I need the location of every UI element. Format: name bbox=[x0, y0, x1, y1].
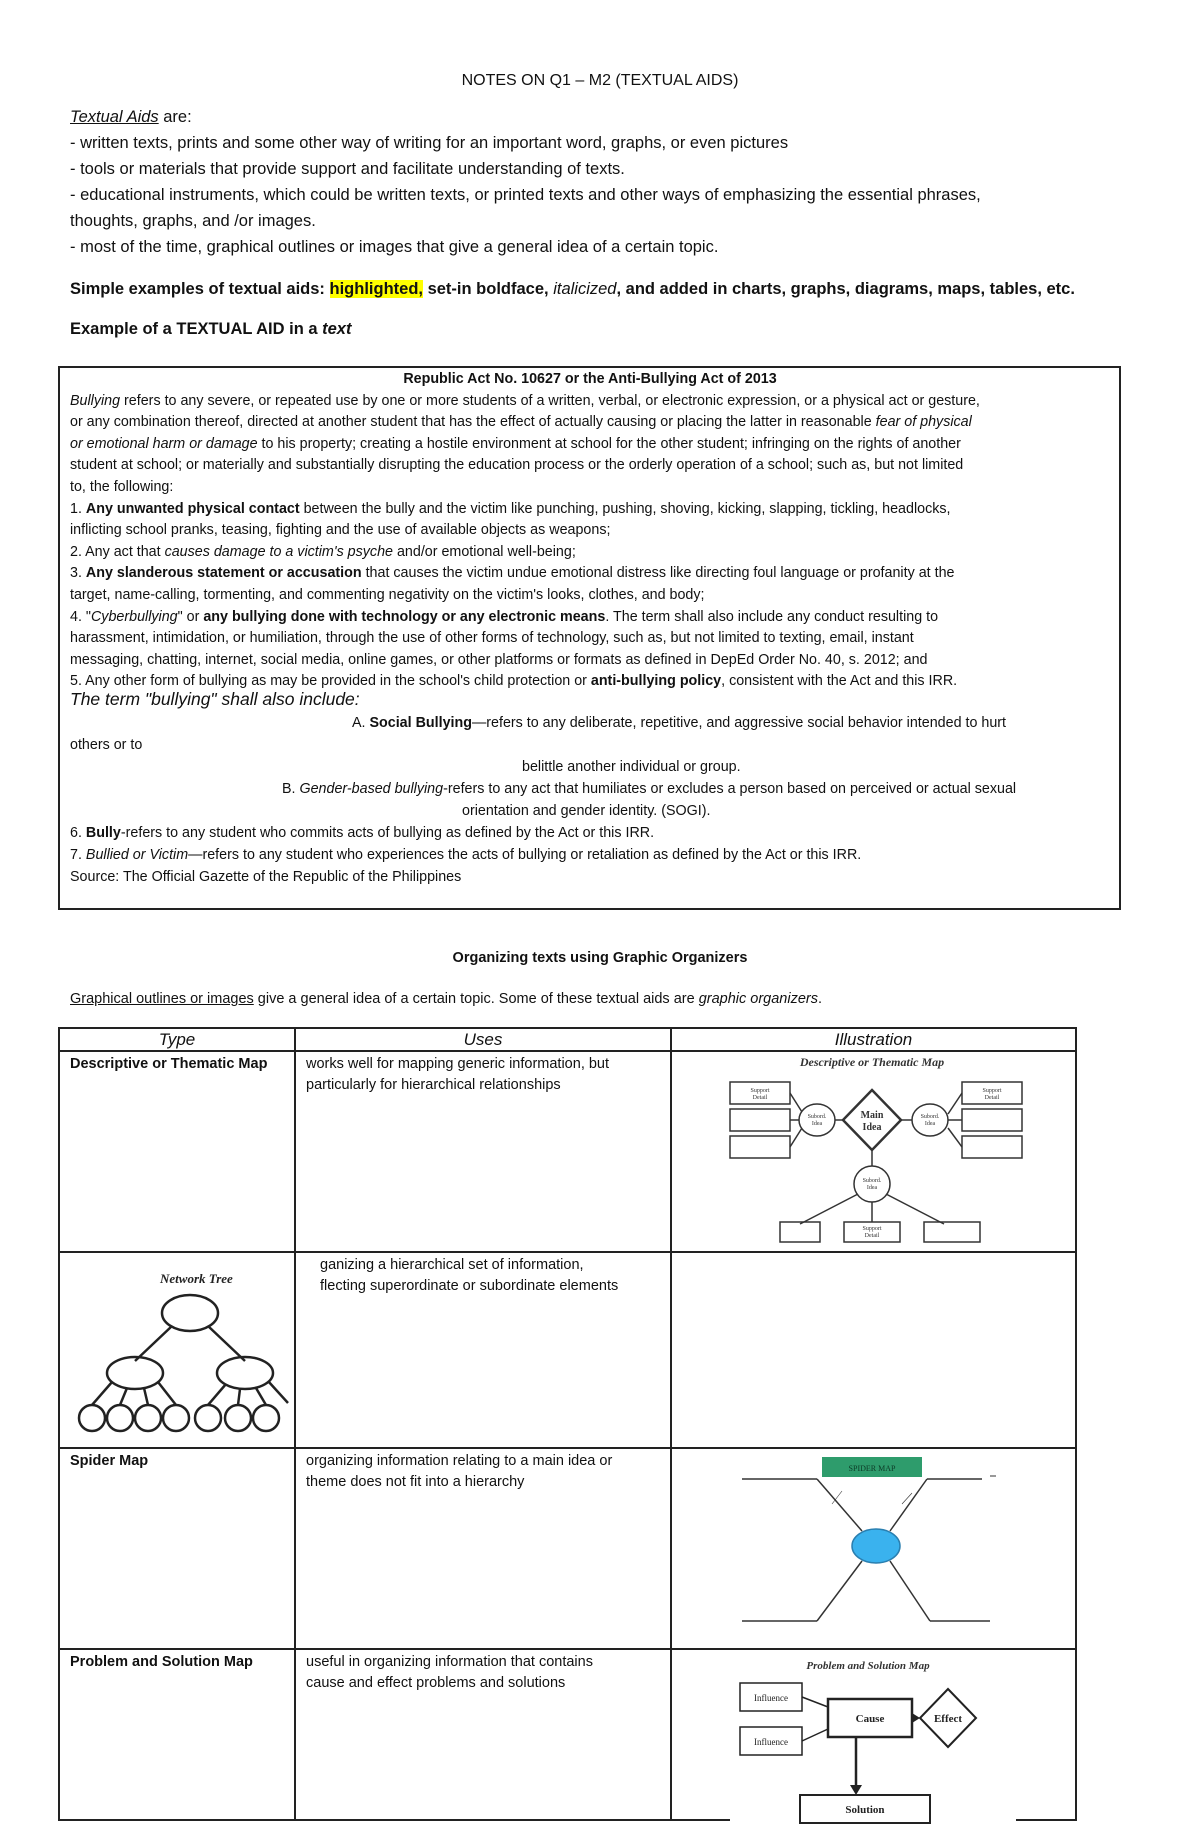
intro-bullet: - educational instruments, which could be written texts, or printed texts and other ways of emphasizing the essential phrases, bbox=[70, 186, 981, 204]
organizers-heading: Organizing texts using Graphic Organizers bbox=[452, 950, 748, 966]
svg-text:Problem and Solution Map: Problem and Solution Map bbox=[806, 1660, 930, 1672]
examples-line: Simple examples of textual aids: highlighted, set-in boldface, italicized, and added in charts, graphs, diagrams, maps, tables, etc. bbox=[70, 280, 1075, 298]
intro-bullet: - most of the time, graphical outlines or images that give a general idea of a certain topic. bbox=[70, 238, 719, 256]
illustration-cell bbox=[671, 1051, 1076, 1252]
table-row bbox=[59, 1051, 1076, 1252]
type-cell: Spider Map bbox=[59, 1448, 295, 1649]
svg-text:Subord.: Subord. bbox=[920, 1114, 940, 1120]
svg-text:Cause: Cause bbox=[855, 1713, 885, 1725]
network-tree-diagram bbox=[60, 1253, 292, 1445]
organizers-intro: Graphical outlines or images give a general idea of a certain topic. Some of these textual aids are graphic organizers. bbox=[70, 991, 823, 1007]
svg-text:Support: Support bbox=[750, 1088, 770, 1094]
page-title: NOTES ON Q1 – M2 (TEXTUAL AIDS) bbox=[461, 72, 739, 89]
uses-cell: organizing information relating to a main idea or theme does not fit into a hierarchy bbox=[295, 1448, 671, 1649]
uses-cell: useful in organizing information that contains cause and effect problems and solutions bbox=[295, 1649, 671, 1820]
svg-text:Influence: Influence bbox=[754, 1693, 788, 1703]
intro-bullet: - tools or materials that provide support and facilitate understanding of texts. bbox=[70, 160, 625, 178]
act-title: Republic Act No. 10627 or the Anti-Bullying Act of 2013 bbox=[403, 371, 777, 387]
svg-text:Main: Main bbox=[860, 1110, 884, 1121]
problem-solution-map-diagram bbox=[728, 1655, 1018, 1830]
illustration-cell bbox=[671, 1448, 1076, 1649]
intro-bullet: - written texts, prints and some other way of writing for an important word, graphs, or even pictures bbox=[70, 134, 789, 152]
textual-aids-term: Textual Aids bbox=[70, 108, 159, 126]
act-source: Source: The Official Gazette of the Republic of the Philippines bbox=[70, 869, 462, 885]
svg-text:Solution: Solution bbox=[845, 1804, 885, 1816]
type-cell: Descriptive or Thematic Map bbox=[59, 1051, 295, 1252]
column-header: Type bbox=[59, 1028, 295, 1051]
uses-cell: ganizing a hierarchical set of information, flecting superordinate or subordinate elements bbox=[295, 1252, 671, 1448]
type-cell: Network Tree Network Tree bbox=[59, 1252, 295, 1448]
svg-text:SPIDER MAP: SPIDER MAP bbox=[848, 1464, 896, 1473]
svg-text:Detail: Detail bbox=[752, 1095, 768, 1101]
svg-text:Descriptive or Thematic Map: Descriptive or Thematic Map bbox=[799, 1055, 945, 1069]
intro-heading: Textual Aids are: bbox=[70, 108, 192, 126]
svg-text:Detail: Detail bbox=[984, 1095, 1000, 1101]
example-heading: Example of a TEXTUAL AID in a text bbox=[70, 320, 352, 338]
svg-text:Idea: Idea bbox=[811, 1121, 823, 1127]
svg-text:Influence: Influence bbox=[754, 1737, 788, 1747]
svg-text:Idea: Idea bbox=[862, 1122, 882, 1133]
uses-cell: works well for mapping generic information, but particularly for hierarchical relationships bbox=[295, 1051, 671, 1252]
svg-text:Support: Support bbox=[982, 1088, 1002, 1094]
illustration-cell bbox=[671, 1252, 1076, 1448]
svg-text:Network Tree: Network Tree bbox=[160, 1271, 233, 1286]
svg-text:Idea: Idea bbox=[924, 1121, 936, 1127]
svg-text:Effect: Effect bbox=[933, 1713, 963, 1725]
svg-text:Idea: Idea bbox=[866, 1185, 878, 1191]
thematic-map-diagram bbox=[672, 1052, 1073, 1244]
spider-map-diagram bbox=[672, 1449, 1073, 1641]
type-cell: Problem and Solution Map bbox=[59, 1649, 295, 1820]
svg-text:Detail: Detail bbox=[864, 1233, 880, 1239]
table-row bbox=[59, 1448, 1076, 1649]
table-row bbox=[59, 1252, 1076, 1448]
column-header: Illustration bbox=[671, 1028, 1076, 1051]
svg-text:Support: Support bbox=[862, 1226, 882, 1232]
highlighted-word: highlighted, bbox=[329, 280, 423, 298]
column-header: Uses bbox=[295, 1028, 671, 1051]
svg-text:Subord.: Subord. bbox=[862, 1178, 882, 1184]
svg-text:Subord.: Subord. bbox=[807, 1114, 827, 1120]
intro-bullet: thoughts, graphs, and /or images. bbox=[70, 212, 316, 230]
